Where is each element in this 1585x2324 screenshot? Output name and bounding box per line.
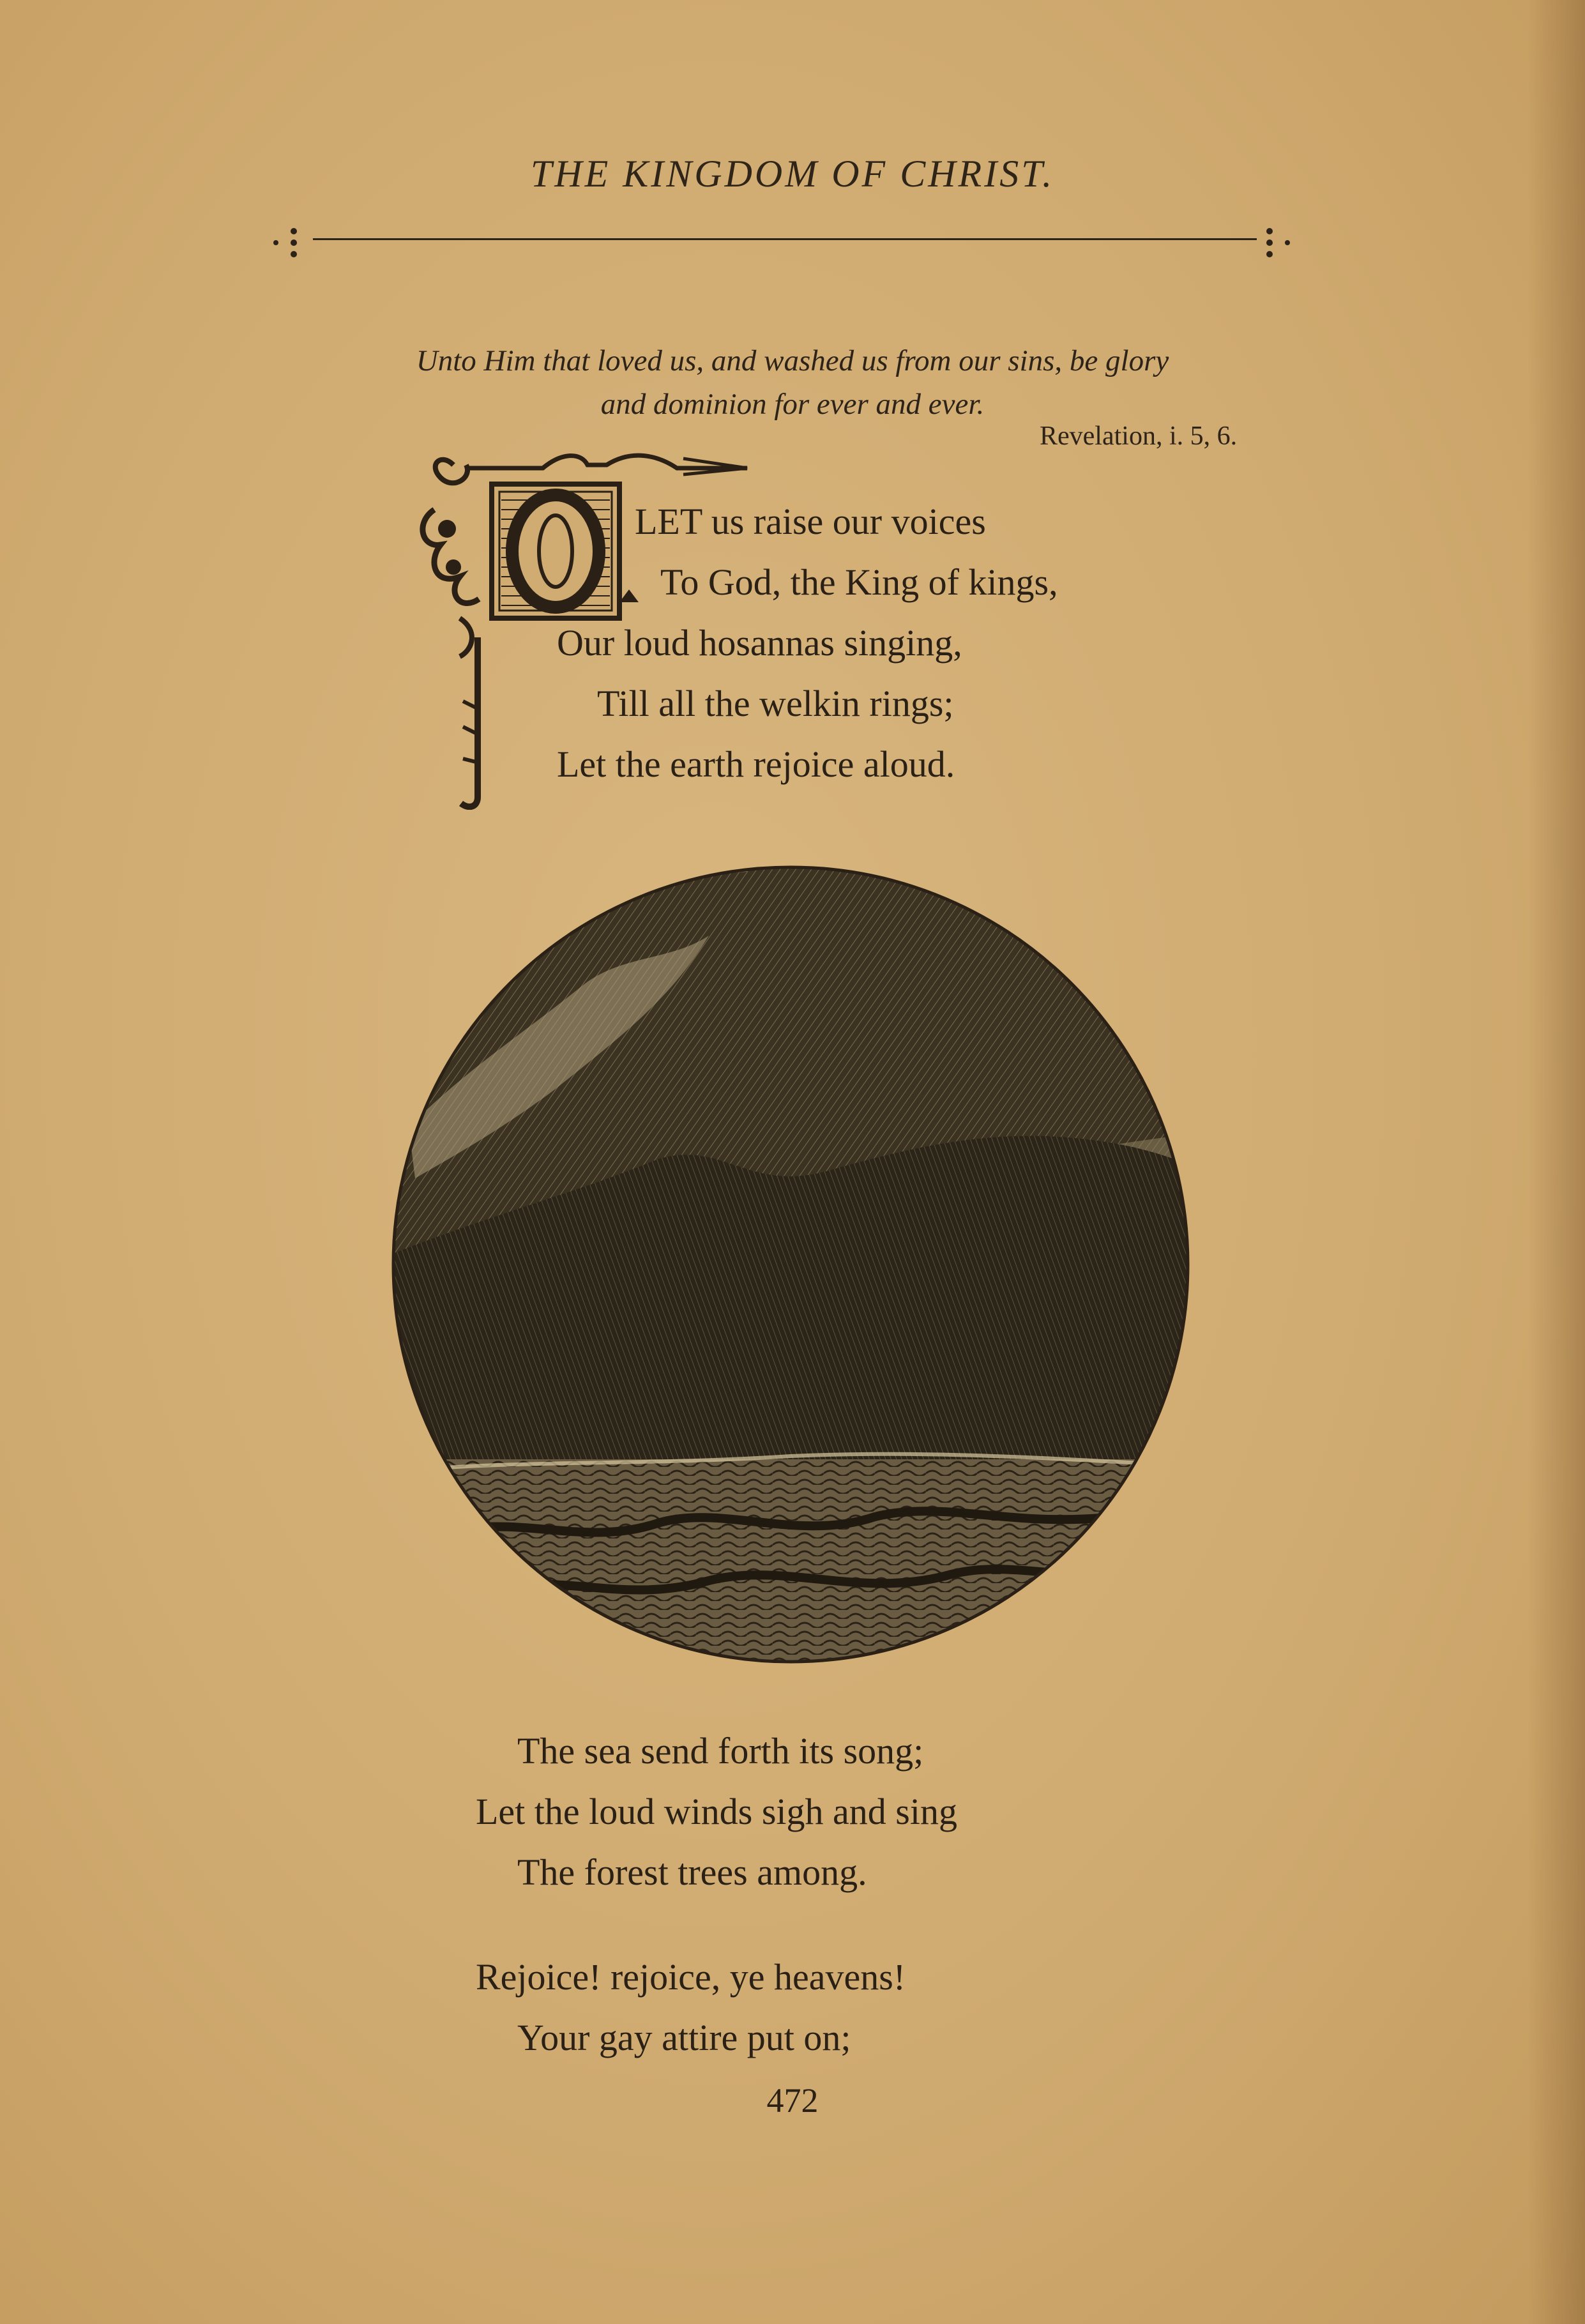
stanza-2-line-3: The forest trees among.	[517, 1851, 867, 1893]
stanza-1-line-3: Our loud hosannas singing,	[557, 622, 962, 664]
rule-ornament-right-icon	[1263, 224, 1295, 262]
stanza-1-line-1: LET us raise our voices	[635, 501, 986, 542]
stanza-2-line-2: Let the loud winds sigh and sing	[476, 1791, 957, 1832]
page-number: 472	[766, 2081, 819, 2120]
stanza-2-line-1: The sea send forth its song;	[517, 1730, 924, 1772]
stanza-1-line-5: Let the earth rejoice aloud.	[557, 743, 955, 785]
running-head: THE KINGDOM OF CHRIST.	[530, 153, 1055, 195]
header-rule	[313, 238, 1257, 240]
epigraph-line-1: Unto Him that loved us, and washed us from our sins, be glory	[416, 344, 1169, 377]
stanza-1-line-4: Till all the welkin rings;	[597, 683, 954, 724]
stanza-1-line-2: To God, the King of kings,	[660, 561, 1058, 603]
rule-ornament-left-icon	[268, 224, 300, 262]
stanza-3-line-1: Rejoice! rejoice, ye heavens!	[476, 1956, 906, 1998]
epigraph-citation: Revelation, i. 5, 6.	[1040, 422, 1238, 451]
engraving-stormy-sea-circle-icon	[390, 859, 1192, 1670]
stanza-3-line-2: Your gay attire put on;	[517, 2017, 851, 2058]
epigraph-line-2: and dominion for ever and ever.	[600, 388, 985, 421]
